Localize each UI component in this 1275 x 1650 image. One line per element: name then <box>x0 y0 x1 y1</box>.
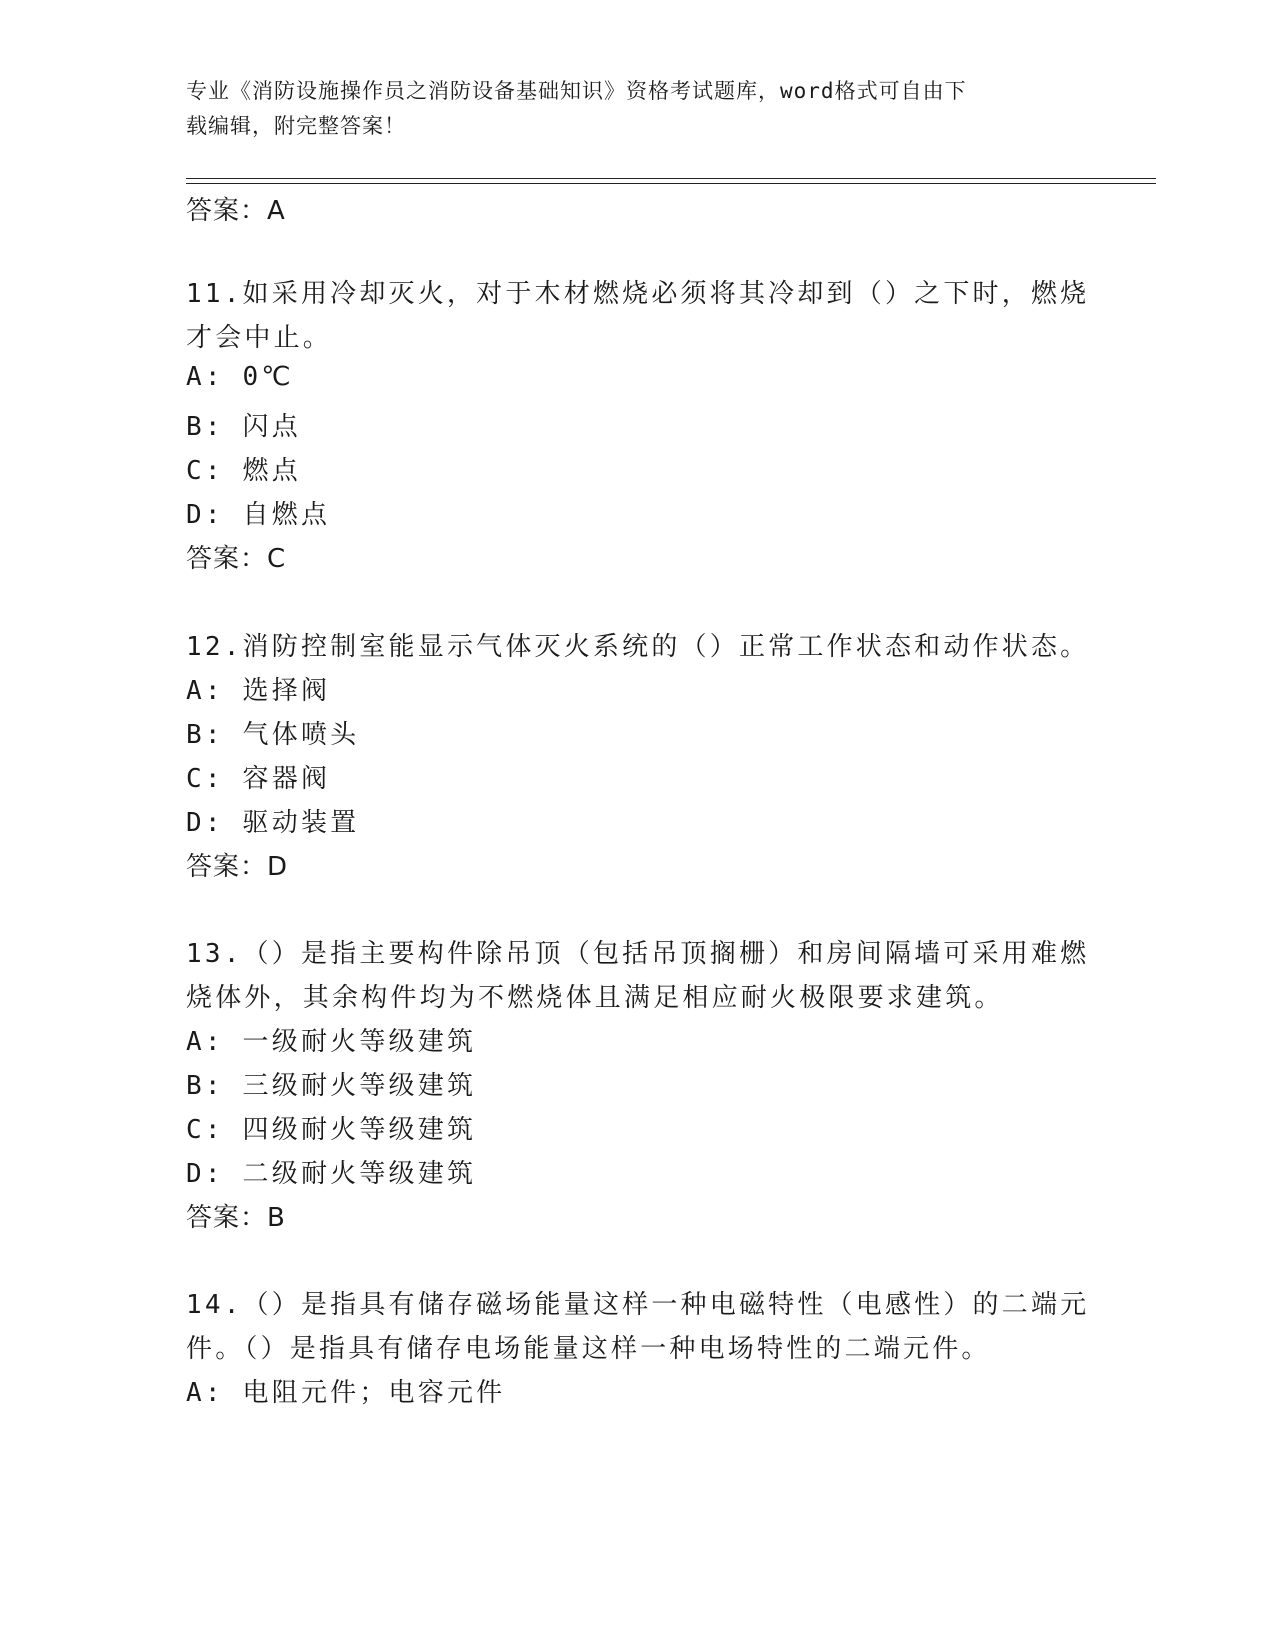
header-divider-top <box>186 178 1156 179</box>
question-11-option-c: C: 燃点 <box>186 456 301 486</box>
header-divider-bottom <box>186 183 1156 184</box>
previous-answer: 答案：A <box>186 196 286 226</box>
question-13-option-d: D: 二级耐火等级建筑 <box>186 1159 477 1189</box>
question-12-option-b: B: 气体喷头 <box>186 720 360 750</box>
question-13-option-b: B: 三级耐火等级建筑 <box>186 1071 477 1101</box>
question-11-option-a: A: 0℃ <box>186 362 294 392</box>
question-12-option-c: C: 容器阀 <box>186 764 331 794</box>
question-11-answer: 答案：C <box>186 544 287 574</box>
header-line-1: 专业《消防设施操作员之消防设备基础知识》资格考试题库，word格式可自由下 <box>186 79 967 103</box>
question-14-line-2: 件。（）是指具有储存电场能量这样一种电场特性的二端元件。 <box>186 1334 991 1364</box>
question-12-line-1: 12.消防控制室能显示气体灭火系统的（）正常工作状态和动作状态。 <box>186 632 1090 662</box>
question-13-line-2: 烧体外，其余构件均为不燃烧体且满足相应耐火极限要求建筑。 <box>186 983 1004 1013</box>
document-header <box>186 74 1066 144</box>
question-13-answer: 答案：B <box>186 1203 286 1233</box>
question-12-answer: 答案：D <box>186 852 289 882</box>
question-13-option-c: C: 四级耐火等级建筑 <box>186 1115 477 1145</box>
question-11-line-2: 才会中止。 <box>186 323 333 353</box>
question-11-option-d: D: 自燃点 <box>186 500 331 530</box>
question-13-option-a: A: 一级耐火等级建筑 <box>186 1027 477 1057</box>
question-14-option-a: A: 电阻元件；电容元件 <box>186 1378 506 1408</box>
question-13-line-1: 13.（）是指主要构件除吊顶（包括吊顶搁栅）和房间隔墙可采用难燃 <box>186 939 1090 969</box>
question-12-option-a: A: 选择阀 <box>186 676 331 706</box>
question-11-option-b: B: 闪点 <box>186 412 301 442</box>
question-12-option-d: D: 驱动装置 <box>186 808 360 838</box>
question-11-line-1: 11.如采用冷却灭火，对于木材燃烧必须将其冷却到（）之下时，燃烧 <box>186 279 1090 309</box>
question-14-line-1: 14.（）是指具有储存磁场能量这样一种电磁特性（电感性）的二端元 <box>186 1290 1090 1320</box>
header-line-2: 载编辑，附完整答案！ <box>186 114 406 138</box>
